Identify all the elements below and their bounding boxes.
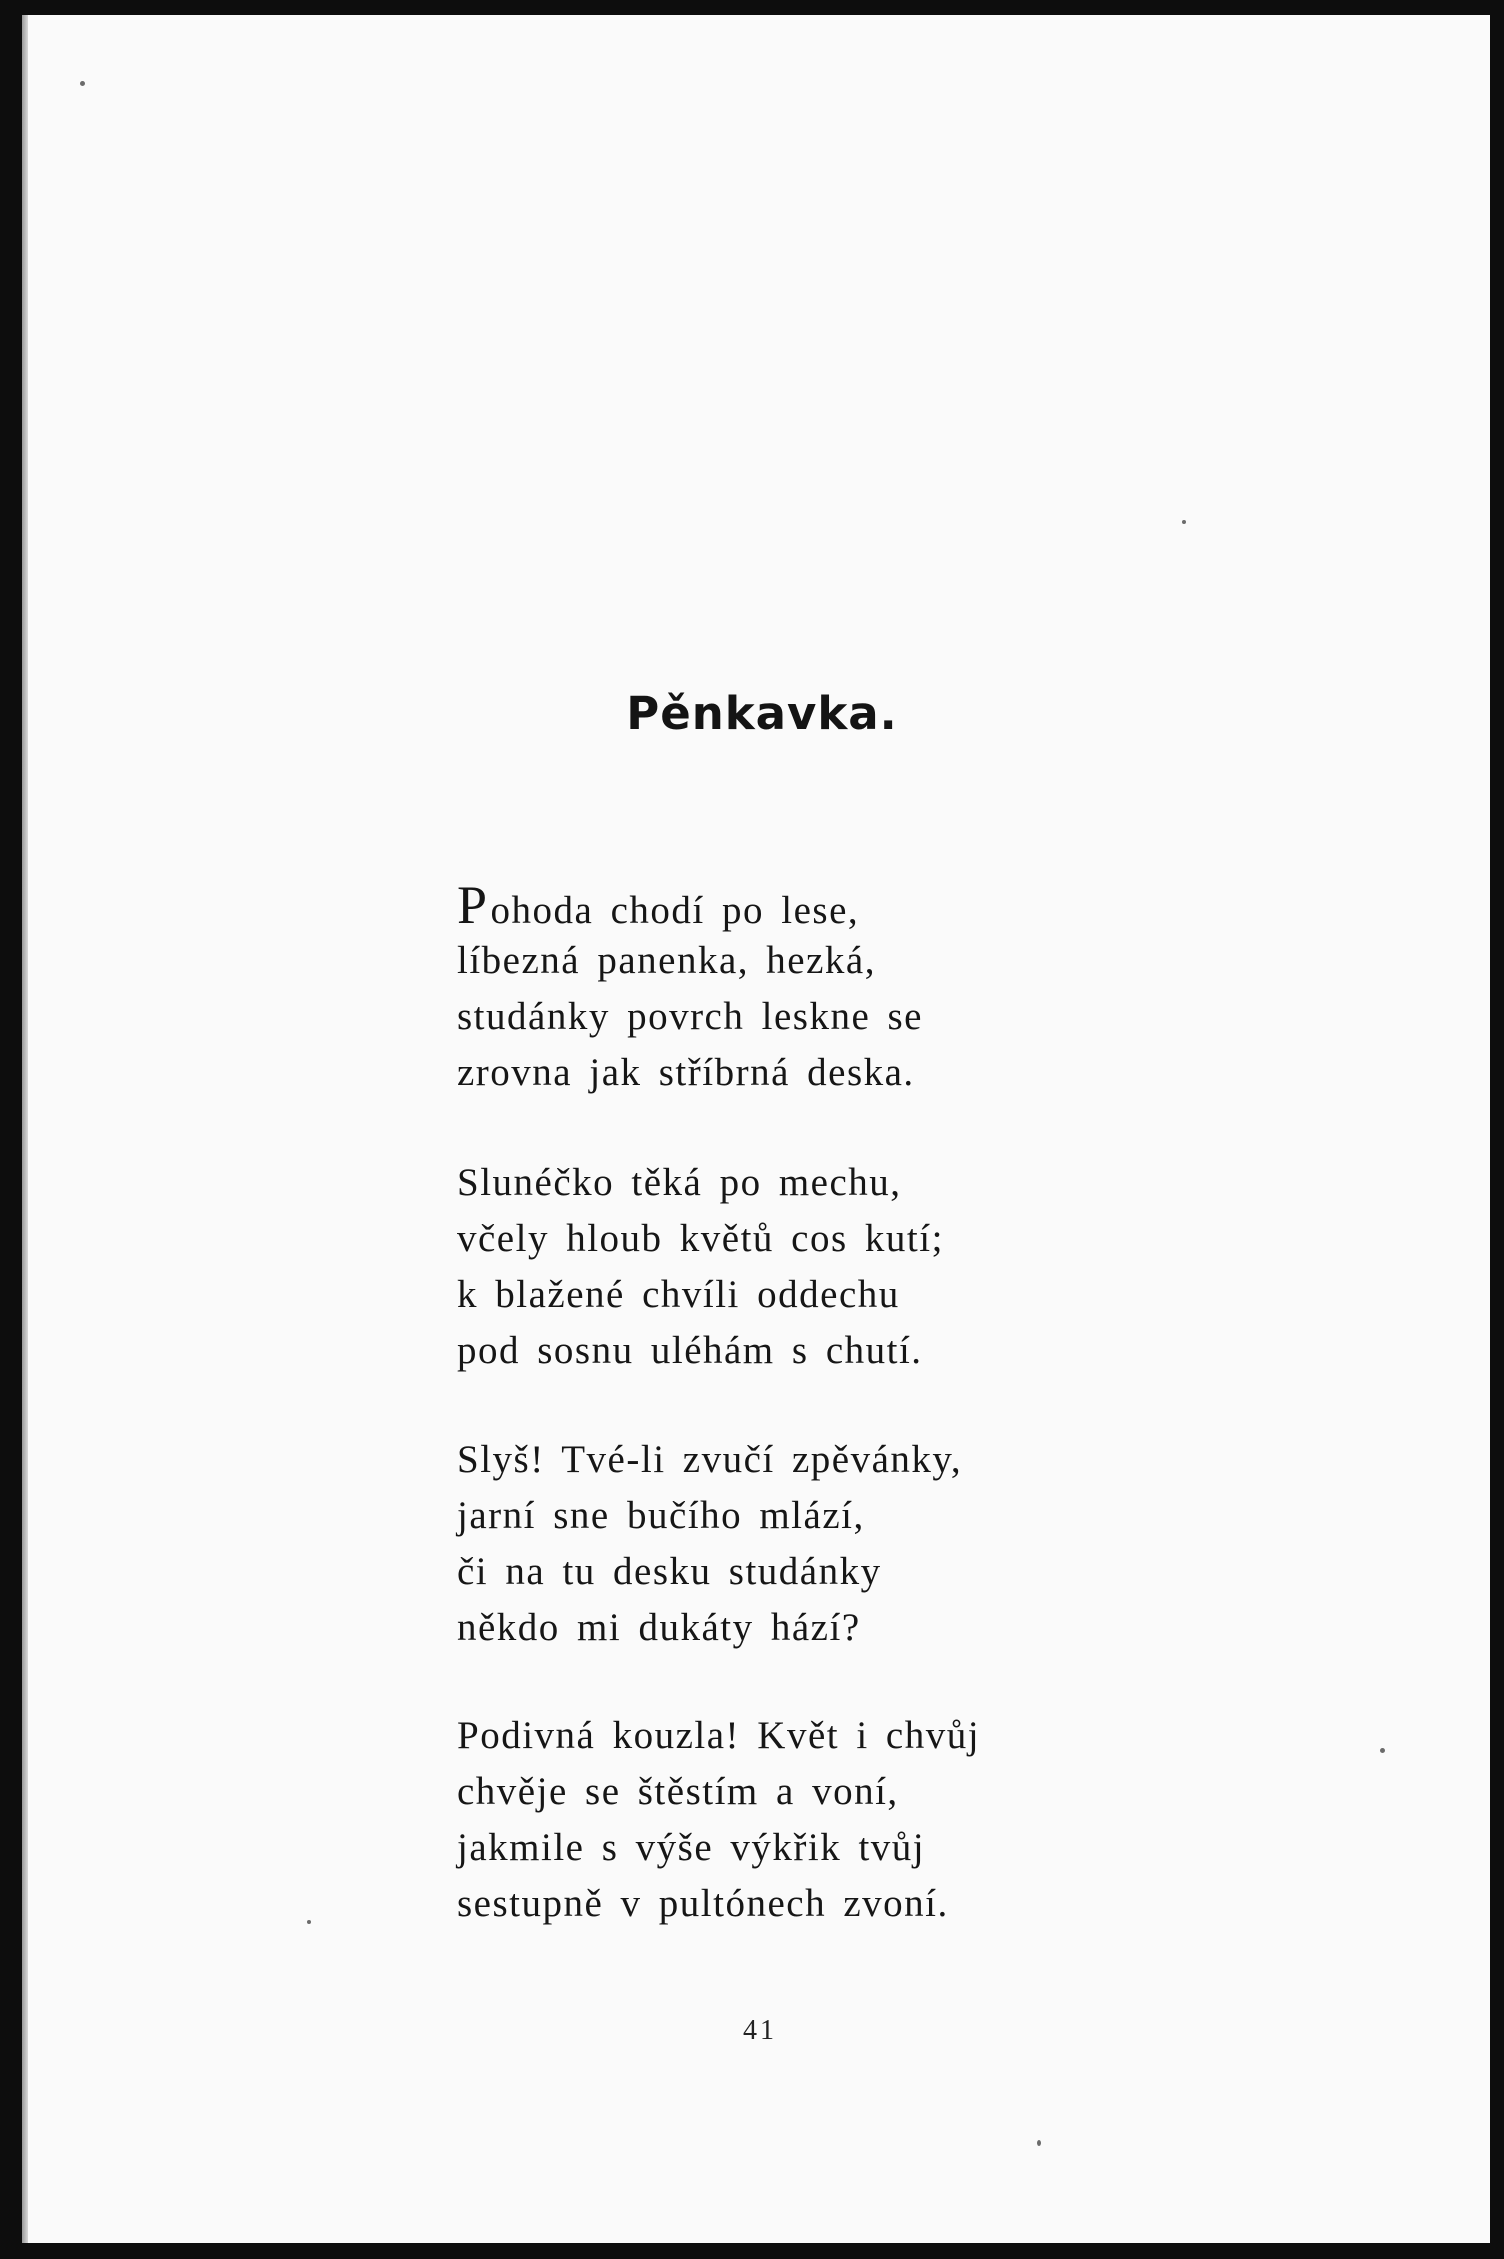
verse-line: studánky povrch leskne se xyxy=(457,995,923,1038)
paper-speck xyxy=(80,81,85,86)
verse-line: či na tu desku studánky xyxy=(457,1550,882,1593)
verse-line: sestupně v pultónech zvoní. xyxy=(457,1882,949,1925)
page-number: 41 xyxy=(743,2015,777,2046)
stanza-2 xyxy=(457,1155,944,1379)
verse-line: k blažené chvíli oddechu xyxy=(457,1273,900,1316)
drop-cap: P xyxy=(457,875,489,935)
verse-line xyxy=(457,877,923,933)
stanza-1 xyxy=(457,877,923,1101)
verse-line: pod sosnu uléhám s chutí. xyxy=(457,1329,923,1372)
verse-text: ohoda chodí po lese, xyxy=(490,889,860,932)
verse-line: Podivná kouzla! Květ i chvůj xyxy=(457,1714,981,1757)
page-edge-shadow xyxy=(22,15,28,2243)
verse-line: líbezná panenka, hezká, xyxy=(457,939,876,982)
paper-speck xyxy=(1182,520,1186,524)
paper-speck xyxy=(1380,1748,1385,1753)
verse-line: zrovna jak stříbrná deska. xyxy=(457,1051,915,1094)
verse-line: včely hloub květů cos kutí; xyxy=(457,1217,944,1260)
paper-speck xyxy=(1037,2140,1041,2146)
stanza-4 xyxy=(457,1708,980,1932)
paper-speck xyxy=(307,1920,311,1924)
verse-line: jakmile s výše výkřik tvůj xyxy=(457,1826,926,1869)
verse-line: Slyš! Tvé-li zvučí zpěvánky, xyxy=(457,1438,963,1481)
poem-title: Pěnkavka. xyxy=(626,687,898,740)
verse-line: někdo mi dukáty hází? xyxy=(457,1606,861,1649)
verse-line: chvěje se štěstím a voní, xyxy=(457,1770,899,1813)
verse-line: Slunéčko těká po mechu, xyxy=(457,1161,902,1204)
stanza-3 xyxy=(457,1432,962,1656)
book-page xyxy=(22,15,1490,2243)
verse-line: jarní sne bučího mlází, xyxy=(457,1494,865,1537)
